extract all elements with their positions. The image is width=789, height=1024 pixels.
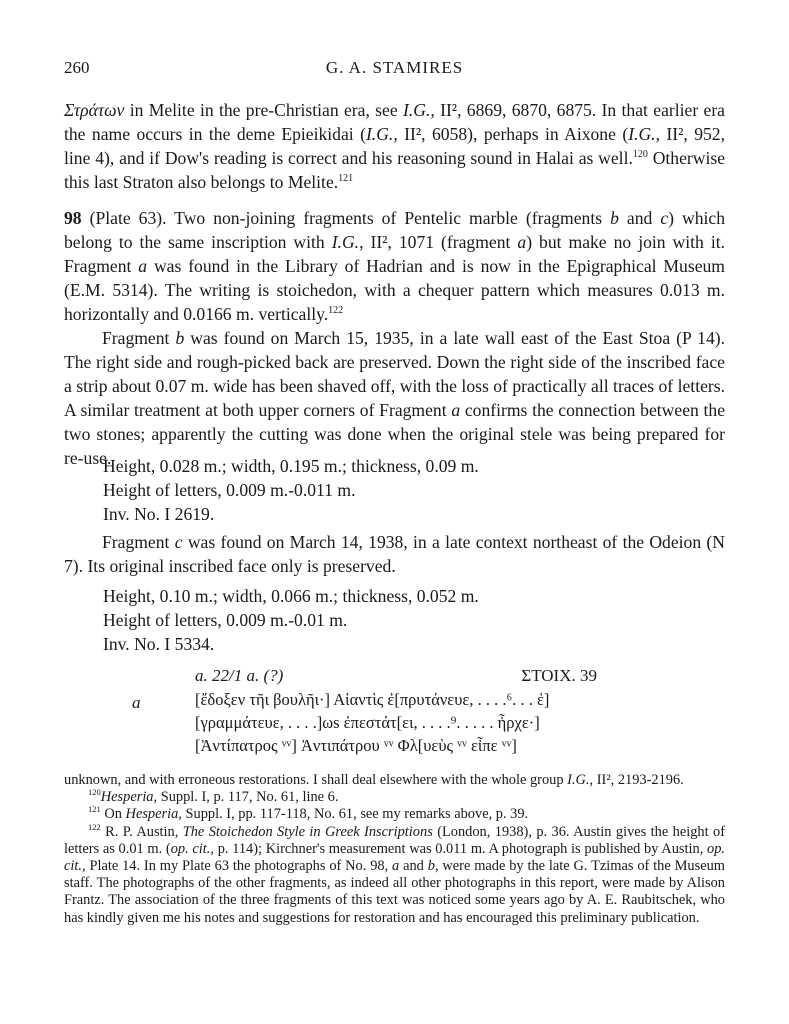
footnote-ref-120: 120 bbox=[632, 149, 648, 160]
inscription-text bbox=[195, 688, 549, 757]
footnote-120: $^{120}$Hesperia, Suppl. I, p. 117, No. 61, line 6. bbox=[88, 787, 339, 806]
entry-number: 98 bbox=[64, 208, 82, 228]
stoichedon-count: ΣΤΟΙΧ. 39 bbox=[521, 666, 597, 685]
footnote-ref-121: 121 bbox=[338, 173, 354, 184]
inscription-fragment-label: a bbox=[132, 693, 141, 712]
page-header bbox=[64, 58, 725, 82]
footnote-122: $^{122}$ R. P. Austin, The Stoichedon Style in Greek Inscriptions (London, 1938), p. 36. Austin gives the height of letters as 0.01 m. (op. cit., p. 114); Kirchner's measurement was 0.011 m. A photograph is published by Austin, op. cit., Plate 14. In my Plate 63 the photographs of No. 98, a and b, were made by the late G. Tzimas of the Museum staff. The photographs of the other fragments, as indeed all other photographs in this report, were made by Alison Frantz. The association of the three fragments of this text was noticed some years ago by A. E. Raubitschek, who has kindly given me his notes and suggestions for restoration and has encouraged this preliminary publication. bbox=[64, 821, 725, 926]
running-title: G. A. STAMIRES bbox=[325, 58, 464, 77]
inscription-line-1: [ἔδοξεν τῆι βουλῆι·] Αἰαντὶς ἐ[πρυτάνευε, . . . .⁶. . . ἐ] bbox=[195, 690, 550, 709]
intro-paragraph: Στράτων in Melite in the pre-Christian era, see I.G., II², 6869, 6870, 6875. In that earlier era the name occurs in the deme Epieikidai (I.G., II², 6058), perhaps in Aixone (I.G., II², 952, line 4), and if Dow's reading is correct and his reasoning sound in Halai as well.$^{120}$ Otherwise this last Straton also belongs to Melite.$^{121}$ bbox=[64, 100, 726, 192]
page-number: 260 bbox=[64, 58, 90, 77]
inscription-line-2: [γραμμάτευε, . . . .]ωs ἐπεστάτ[ει, . . . .⁹. . . . . ἦρχε·] bbox=[195, 713, 540, 732]
fragment-b-dimensions: Height, 0.028 m.; width, 0.195 m.; thickness, 0.09 m. Height of letters, 0.009 m.-0.011 m. Inv. No. I 2619. bbox=[103, 456, 479, 524]
footnotes bbox=[64, 772, 725, 927]
inscription-line-3: [Ἀντίπατρος ᵛᵛ] Ἀντιπάτρου ᵛᵛ Φλ[υεὺς ᵛᵛ εἶπε ᵛᵛ] bbox=[195, 736, 517, 755]
footnote-ref-122: 122 bbox=[328, 305, 344, 316]
entry-98-description: 98 (Plate 63). Two non-joining fragments of Pentelic marble (fragments b and c) which belong to the same inscription with I.G., II², 1071 (fragment a) but make no join with it. Fragment a was found in the Library of Hadrian and is now in the Epigraphical Museum (E.M. 5314). The writing is stoichedon, with a chequer pattern which measures 0.013 m. horizontally and 0.0166 m. vertically.$^{122}$ Fragment b was found on March 15, 1935, in a late wall east of the East Stoa (P 14). The right side and rough-picked back are preserved. Down the right side of the inscribed face a strip about 0.07 m. wide has been shaved off, with the loss of practically all traces of letters. A similar treatment at both upper corners of Fragment a confirms the connection between the two stones; apparently the cutting was done when the original stele was being prepared for re-use. bbox=[64, 208, 726, 468]
footnote-121: $^{121}$ On Hesperia, Suppl. I, pp. 117-118, No. 61, see my remarks above, p. 39. bbox=[88, 804, 529, 823]
inscription-date: a. 22/1 a. (?) bbox=[195, 666, 284, 685]
fragment-c-description: Fragment c was found on March 14, 1938, in a late context northeast of the Odeion (N 7). Its original inscribed face only is preserved. bbox=[64, 532, 725, 576]
footnote-continuation: unknown, and with erroneous restorations. I shall deal elsewhere with the whole group I.G., II², 2193-2196. bbox=[64, 772, 684, 788]
greek-name: Στράτων bbox=[64, 100, 125, 120]
fragment-c-dimensions: Height, 0.10 m.; width, 0.066 m.; thickness, 0.052 m. Height of letters, 0.009 m.-0.01 m. Inv. No. I 5334. bbox=[103, 586, 479, 654]
